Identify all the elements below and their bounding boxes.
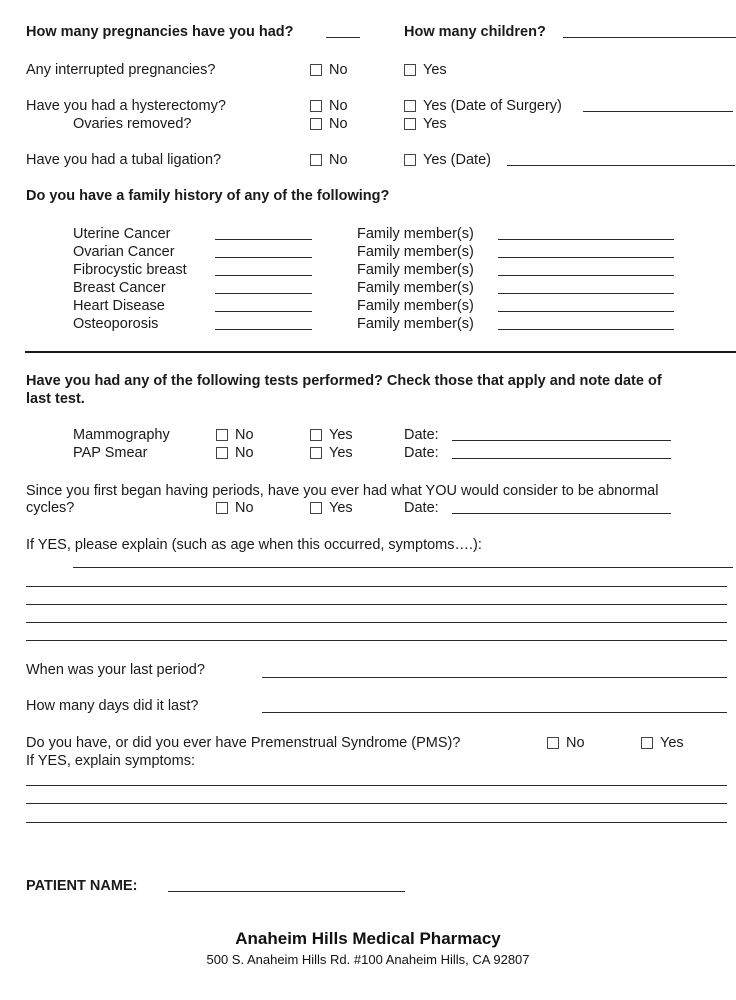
checkbox[interactable]	[216, 447, 228, 459]
checkbox[interactable]	[404, 154, 416, 166]
checkbox[interactable]	[404, 64, 416, 76]
family-member-field[interactable]	[498, 329, 674, 330]
ovaries-question: Ovaries removed?	[73, 116, 192, 132]
test-name: PAP Smear	[73, 445, 148, 461]
family-member-field[interactable]	[498, 311, 674, 312]
family-member-label: Family member(s)	[357, 316, 474, 332]
family-member-label: Family member(s)	[357, 298, 474, 314]
test-name: Mammography	[73, 427, 170, 443]
checkbox[interactable]	[404, 100, 416, 112]
condition-field[interactable]	[215, 293, 312, 294]
surgery-date-field[interactable]	[583, 111, 733, 112]
pharmacy-address: 500 S. Anaheim Hills Rd. #100 Anaheim Hills, CA 92807	[206, 952, 530, 967]
condition-field[interactable]	[215, 239, 312, 240]
interrupted-question: Any interrupted pregnancies?	[26, 62, 216, 78]
checkbox[interactable]	[547, 737, 559, 749]
patient-name-label: PATIENT NAME:	[26, 878, 138, 894]
last-period-label: When was your last period?	[26, 662, 205, 678]
checkbox[interactable]	[310, 429, 322, 441]
family-member-label: Family member(s)	[357, 226, 474, 242]
condition-label: Osteoporosis	[73, 316, 159, 332]
tubal-question: Have you had a tubal ligation?	[26, 152, 222, 168]
pms-explain-label: If YES, explain symptoms:	[26, 753, 195, 769]
explain-line[interactable]	[73, 567, 733, 568]
patient-name-field[interactable]	[168, 891, 405, 892]
pms-symptoms-line[interactable]	[26, 822, 727, 823]
checkbox[interactable]	[310, 154, 322, 166]
last-period-field[interactable]	[262, 677, 727, 678]
condition-label: Breast Cancer	[73, 280, 166, 296]
checkbox[interactable]	[641, 737, 653, 749]
checkbox[interactable]	[310, 118, 322, 130]
pregnancies-field[interactable]	[326, 37, 360, 38]
family-member-field[interactable]	[498, 275, 674, 276]
family-member-label: Family member(s)	[357, 244, 474, 260]
family-member-label: Family member(s)	[357, 280, 474, 296]
days-lasted-field[interactable]	[262, 712, 727, 713]
pharmacy-name: Anaheim Hills Medical Pharmacy	[235, 929, 501, 948]
pms-symptoms-line[interactable]	[26, 785, 727, 786]
family-member-field[interactable]	[498, 257, 674, 258]
test-date-label: Date:	[404, 445, 439, 461]
test-date-label: Date:	[404, 427, 439, 443]
days-lasted-label: How many days did it last?	[26, 698, 199, 714]
tubal-date-field[interactable]	[507, 165, 735, 166]
pregnancies-question: How many pregnancies have you had?	[26, 24, 294, 40]
explain-line[interactable]	[26, 640, 727, 641]
test-date-field[interactable]	[452, 458, 671, 459]
abnormal-question-line1: Since you first began having periods, have you ever had what YOU would consider to be abnormal	[26, 483, 659, 499]
abnormal-date-label: Date:	[404, 500, 439, 516]
checkbox[interactable]	[310, 100, 322, 112]
pms-question: Do you have, or did you ever have Premenstrual Syndrome (PMS)?	[26, 735, 461, 751]
condition-label: Uterine Cancer	[73, 226, 171, 242]
explain-line[interactable]	[26, 622, 727, 623]
family-member-label: Family member(s)	[357, 262, 474, 278]
hysterectomy-question: Have you had a hysterectomy?	[26, 98, 226, 114]
condition-label: Heart Disease	[73, 298, 165, 314]
children-field[interactable]	[563, 37, 736, 38]
condition-label: Fibrocystic breast	[73, 262, 187, 278]
checkbox[interactable]	[216, 502, 228, 514]
checkbox[interactable]	[216, 429, 228, 441]
section-divider	[25, 351, 736, 353]
tests-heading-line2: last test.	[26, 391, 85, 407]
test-date-field[interactable]	[452, 440, 671, 441]
checkbox[interactable]	[404, 118, 416, 130]
condition-field[interactable]	[215, 257, 312, 258]
condition-field[interactable]	[215, 311, 312, 312]
explain-label: If YES, please explain (such as age when this occurred, symptoms….):	[26, 537, 482, 553]
family-member-field[interactable]	[498, 239, 674, 240]
condition-field[interactable]	[215, 275, 312, 276]
checkbox[interactable]	[310, 447, 322, 459]
condition-field[interactable]	[215, 329, 312, 330]
explain-line[interactable]	[26, 586, 727, 587]
family-member-field[interactable]	[498, 293, 674, 294]
tests-heading-line1: Have you had any of the following tests performed? Check those that apply and note date of	[26, 373, 662, 389]
abnormal-question-line2: cycles?	[26, 500, 75, 516]
checkbox[interactable]	[310, 64, 322, 76]
children-question: How many children?	[404, 24, 546, 40]
condition-label: Ovarian Cancer	[73, 244, 175, 260]
abnormal-date-field[interactable]	[452, 513, 671, 514]
family-history-heading: Do you have a family history of any of the following?	[26, 188, 390, 204]
pms-symptoms-line[interactable]	[26, 803, 727, 804]
explain-line[interactable]	[26, 604, 727, 605]
checkbox[interactable]	[310, 502, 322, 514]
